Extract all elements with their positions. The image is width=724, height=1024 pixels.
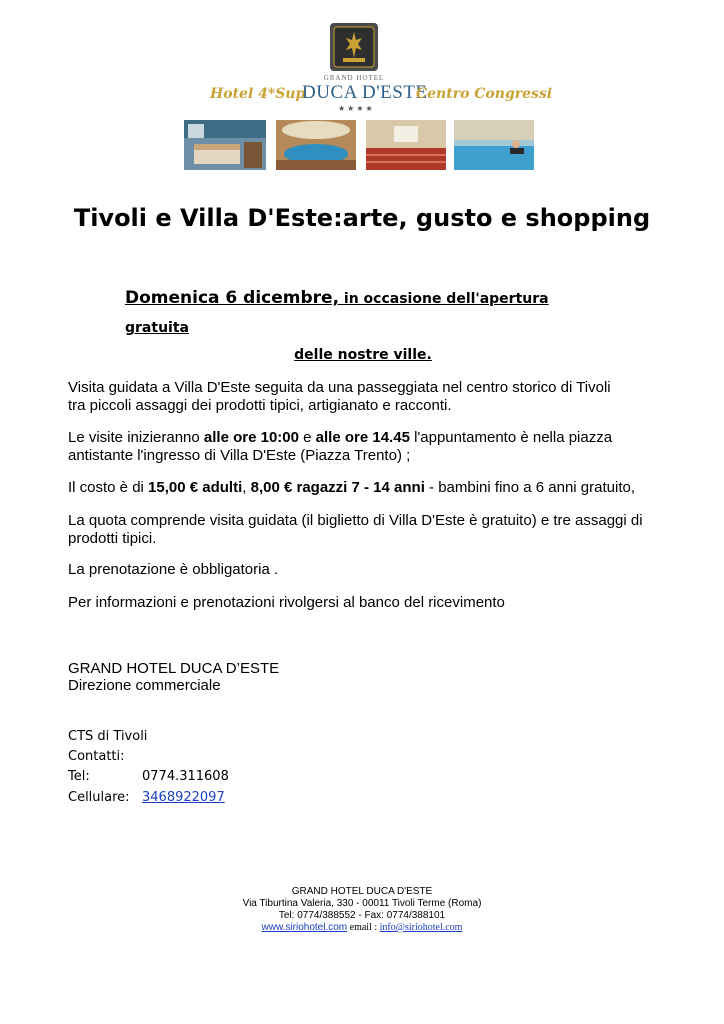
schedule-time-2: alle ore 14.45 xyxy=(315,429,410,446)
centro-congressi-label: Centro Congressi xyxy=(416,86,553,102)
tour-text: seguita da una passeggiata nel centro storico di Tivoli xyxy=(250,379,611,396)
hotel-crest-logo xyxy=(329,22,379,72)
footer-website-link[interactable]: www.siriohotel.com xyxy=(261,922,348,933)
tel-label: Tel: xyxy=(68,769,90,784)
signature-hotel: GRAND HOTEL DUCA D’ESTE xyxy=(68,660,280,677)
footer-hotel-name: GRAND HOTEL DUCA D'ESTE xyxy=(291,886,433,897)
schedule-text: Le visite inizieranno xyxy=(68,429,204,446)
paragraph-schedule xyxy=(68,429,668,465)
schedule-time-1: alle ore 10:00 xyxy=(203,429,299,446)
cell-label: Cellulare: xyxy=(68,790,130,805)
page-title: Tivoli e Villa D'Este:arte, gusto e shopping xyxy=(73,204,651,232)
event-date: Domenica 6 dicembre, xyxy=(125,288,340,308)
contact-cell-row xyxy=(68,790,225,805)
event-occasion: in occasione dell'apertura gratuita xyxy=(125,291,549,336)
price-kids: 8,00 € ragazzi 7 - 14 anni xyxy=(250,479,425,496)
grand-hotel-label: GRAND HOTEL xyxy=(323,74,385,82)
footer-email-label: email : xyxy=(347,922,380,933)
tour-highlight: Visita guidata a Villa D'Este xyxy=(68,379,251,396)
hotel-stars: ★★★★ xyxy=(338,104,375,113)
paragraph-tour-description xyxy=(68,379,668,415)
cell-phone-link[interactable]: 3468922097 xyxy=(142,790,225,805)
footer-email-link[interactable]: info@siriohotel.com xyxy=(379,922,463,933)
price-adults: 15,00 € adulti xyxy=(148,479,243,496)
schedule-text: e xyxy=(298,429,316,446)
footer-phone-fax: Tel: 0774/388552 - Fax: 0774/388101 xyxy=(278,910,446,921)
hotel-name-logo: DUCA D'ESTE xyxy=(302,82,428,103)
event-occasion-line2: delle nostre ville. xyxy=(294,347,432,363)
contact-organization: CTS di Tivoli xyxy=(68,729,148,744)
tour-text-line2: tra piccoli assaggi dei prodotti tipici, artigianato e racconti. xyxy=(68,397,452,414)
signature-department: Direzione commerciale xyxy=(68,677,221,694)
paragraph-info: Per informazioni e prenotazioni rivolgersi al banco del ricevimento xyxy=(68,594,505,611)
contact-label: Contatti: xyxy=(68,749,125,764)
pricing-text: - bambini fino a 6 anni gratuito, xyxy=(424,479,635,496)
signature-block xyxy=(68,660,279,694)
pricing-text: , xyxy=(242,479,251,496)
spa-pool-photo xyxy=(454,120,534,170)
event-subtitle xyxy=(125,284,601,369)
footer xyxy=(0,886,724,934)
hotel-room-photo xyxy=(184,120,266,170)
tel-value: 0774.311608 xyxy=(142,769,229,784)
schedule-text: l'appuntamento è nella piazza xyxy=(409,429,613,446)
hotel-pool-photo xyxy=(276,120,356,170)
hotel-class-label: Hotel 4*Sup xyxy=(210,86,306,102)
schedule-text-line2: antistante l'ingresso di Villa D'Este (Piazza Trento) ; xyxy=(68,447,411,464)
paragraph-included: La quota comprende visita guidata (il biglietto di Villa D'Este è gratuito) e tre assaggi di prodotti tipici. xyxy=(68,512,643,547)
paragraph-booking-required: La prenotazione è obbligatoria . xyxy=(68,561,279,578)
conference-hall-photo xyxy=(366,120,446,170)
contact-tel-row xyxy=(68,769,229,784)
paragraph-pricing xyxy=(68,479,668,497)
pricing-text: Il costo è di xyxy=(68,479,149,496)
footer-address: Via Tiburtina Valeria, 330 - 00011 Tivoli Terme (Roma) xyxy=(242,898,482,909)
